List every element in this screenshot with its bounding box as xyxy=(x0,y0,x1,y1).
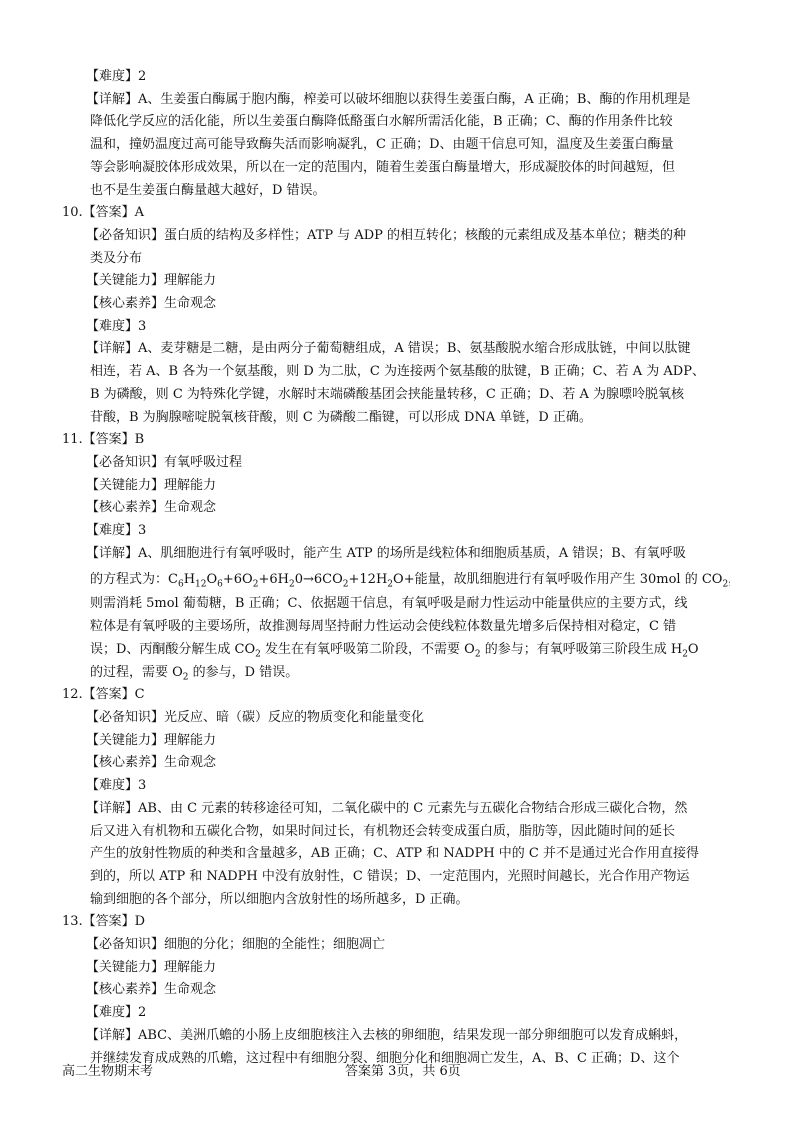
q11-detail-line: 则需消耗 5mol 葡萄糖，B 正确；C、依据题干信息，有氧呼吸是耐力性运动中能量供应的主要方式，线 xyxy=(90,596,688,612)
q11-detail-line: 【详解】A、肌细胞进行有氧呼吸时，能产生 ATP 的场所是线粒体和细胞质基质，A 错误；B、有氧呼吸 xyxy=(86,545,686,561)
q13-answer: 13.【答案】D xyxy=(62,914,146,930)
q11-ability: 【关键能力】理解能力 xyxy=(86,477,217,493)
q10-difficulty: 【难度】3 xyxy=(86,318,147,334)
q11-difficulty: 【难度】3 xyxy=(86,523,147,539)
q9-difficulty: 【难度】2 xyxy=(86,69,147,84)
q12-answer: 12.【答案】C xyxy=(62,687,145,703)
footer-exam-title: 高二生物期末考 xyxy=(62,1064,154,1079)
q13-detail-line: 【详解】ABC、美洲爪蟾的小肠上皮细胞核注入去核的卵细胞，结果发现一部分卵细胞可以发育成蝌蚪， xyxy=(86,1027,688,1043)
q10-detail-line: 【详解】A、麦芽糖是二糖，是由两分子葡萄糖组成，A 错误；B、氨基酸脱水缩合形成肽链，中间以肽键 xyxy=(86,341,691,357)
q11-detail-line: 误；D、丙酮酸分解生成 $CO_2$ 发生在有氧呼吸第二阶段，不需要 $O_2$ 的参与；有氧呼吸第三阶段生成 $H_2O$ xyxy=(90,641,699,660)
q10-detail-line: 苷酸，B 为胸腺嘧啶脱氧核苷酸，则 C 为磷酸二酯键，可以形成 DNA 单链，D 正确。 xyxy=(90,409,592,425)
q12-ability: 【关键能力】理解能力 xyxy=(86,732,217,748)
q10-ability: 【关键能力】理解能力 xyxy=(86,273,217,289)
q13-detail-line: 并继续发育成成熟的爪蟾，这过程中有细胞分裂、细胞分化和细胞凋亡发生，A、B、C 正确；D、这个 xyxy=(90,1050,680,1066)
q10-knowledge: 【必备知识】蛋白质的结构及多样性；ATP 与 ADP 的相互转化；核酸的元素组成及基本单位；糖类的种 xyxy=(86,227,687,243)
q13-literacy: 【核心素养】生命观念 xyxy=(86,982,217,998)
q10-literacy: 【核心素养】生命观念 xyxy=(86,296,217,312)
q9-detail-line: 也不是生姜蛋白酶量越大越好，D 错误。 xyxy=(90,182,326,198)
respiration-equation-line: 的方程式为：$C_6H_{12}O_6+6O_2+6H_20$ $\to 6CO_2+12H_2O+$能量，故肌细胞进行有氧呼吸作用产生 30mol 的 $CO_2$ xyxy=(62,567,730,593)
answer-content xyxy=(62,66,730,1070)
q9-detail-line: 温和，撞奶温度过高可能导致酶失活而影响凝乳，C 正确；D、由题干信息可知，温度及生姜蛋白酶量 xyxy=(90,137,674,153)
q10-knowledge-cont: 类及分布 xyxy=(90,250,143,266)
q12-detail-line: 产生的放射性物质的种类和含量越多，AB 正确；C、ATP 和 NADPH 中的 C 并不是通过光合作用直接得 xyxy=(90,846,699,862)
q11-detail-line: 的过程，需要 $O_2$ 的参与，D 错误。 xyxy=(90,664,299,683)
q10-answer: 10.【答案】A xyxy=(62,205,145,221)
q11-literacy: 【核心素养】生命观念 xyxy=(86,500,217,516)
q12-detail-line: 后又进入有机物和五碳化合物，如果时间过长，有机物还会转变成蛋白质，脂肪等，因此随时间的延长 xyxy=(90,823,676,839)
q11-detail-line: 粒体是有氧呼吸的主要场所，故推测每周坚持耐力性运动会使线粒体数量先增多后保持相对稳定，C 错 xyxy=(90,619,677,635)
q10-detail-line: B 为磷酸，则 C 为特殊化学键，水解时末端磷酸基团会挟能量转移，C 正确；D、若 A 为腺嘌呤脱氧核 xyxy=(90,386,685,402)
q12-detail-line: 输到细胞的各个部分，所以细胞内含放射性的场所越多，D 正确。 xyxy=(90,891,469,907)
q12-knowledge: 【必备知识】光反应、暗（碳）反应的物质变化和能量变化 xyxy=(86,709,425,725)
q9-detail-line: 【详解】A、生姜蛋白酶属于胞内酶，榨姜可以破坏细胞以获得生姜蛋白酶，A 正确；B、酶的作用机理是 xyxy=(86,91,691,107)
q12-detail-line: 【详解】AB、由 C 元素的转移途径可知，二氧化碳中的 C 元素先与五碳化合物结合形成三碳化合物，然 xyxy=(86,800,688,816)
q11-knowledge: 【必备知识】有氧呼吸过程 xyxy=(86,454,243,470)
q10-detail-line: 相连，若 A、B 各为一个氨基酸，则 D 为二肽，C 为连接两个氨基酸的肽键，B 正确；C、若 A 为 ADP、 xyxy=(90,364,705,380)
q12-literacy: 【核心素养】生命观念 xyxy=(86,755,217,771)
footer-page-number: 答案第 3页，共 6页 xyxy=(345,1064,461,1079)
q13-knowledge: 【必备知识】细胞的分化；细胞的全能性；细胞凋亡 xyxy=(86,937,386,953)
q13-difficulty: 【难度】2 xyxy=(86,1005,147,1021)
q12-detail-line: 到的，所以 ATP 和 NADPH 中没有放射性，C 错误；D、一定范围内，光照时间越长，光合作用产物运 xyxy=(90,868,690,884)
q13-ability: 【关键能力】理解能力 xyxy=(86,959,217,975)
q12-difficulty: 【难度】3 xyxy=(86,778,147,794)
reaction-arrow: → xyxy=(302,572,314,588)
q9-detail-line: 等会影响凝胶体形成效果，所以在一定的范围内，随着生姜蛋白酶量增大，形成凝胶体的时间越短，但 xyxy=(90,159,676,175)
q11-answer: 11.【答案】B xyxy=(62,432,145,448)
q9-detail-line: 降低化学反应的活化能，所以生姜蛋白酶降低酪蛋白水解所需活化能，B 正确；C、酶的作用条件比较 xyxy=(90,114,673,130)
